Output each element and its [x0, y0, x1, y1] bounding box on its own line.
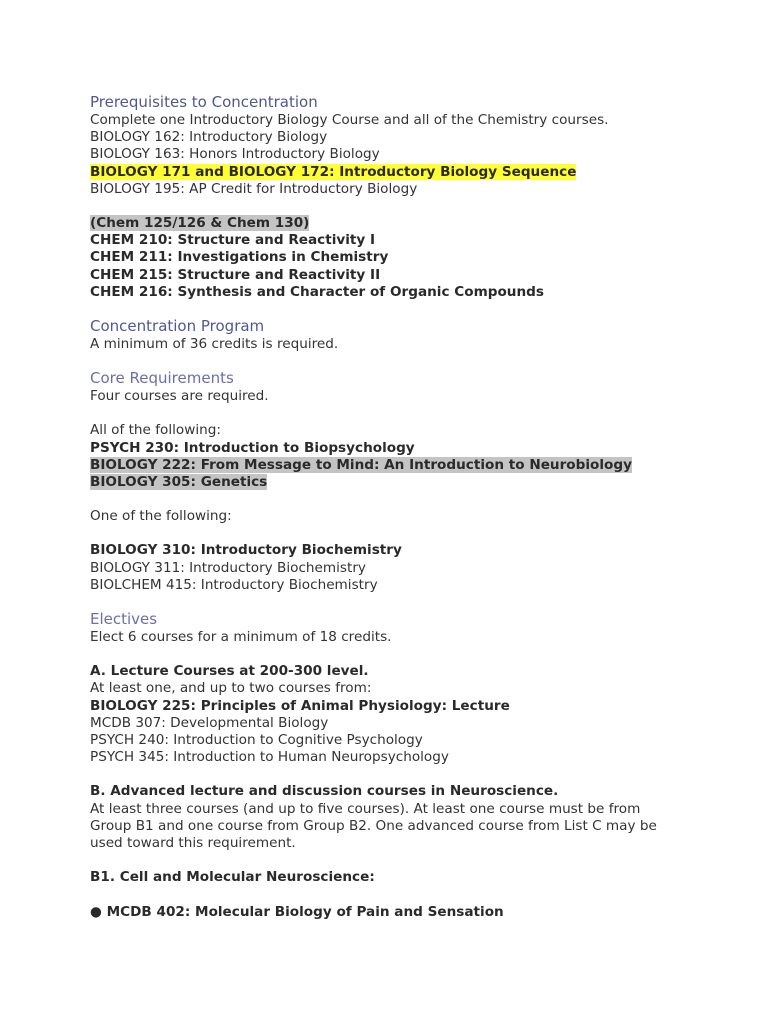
program-heading: Concentration Program — [90, 317, 265, 336]
electives-heading: Electives — [90, 610, 158, 629]
chem-course-215: CHEM 215: Structure and Reactivity II — [90, 266, 381, 283]
core-text: Four courses are required. — [90, 388, 269, 405]
core-course-bio-305-text: BIOLOGY 305: Genetics — [90, 474, 268, 491]
electives-a-text: At least one, and up to two courses from: — [90, 680, 372, 697]
electives-b-text: At least three courses (and up to five courses). At least one course must be from Group B1 and one course from Group B2. One advanced course from List C may be used toward this requirement. — [90, 800, 657, 852]
chem-course-216: CHEM 216: Synthesis and Character of Organic Compounds — [90, 283, 544, 300]
program-text: A minimum of 36 credits is required. — [90, 336, 339, 353]
bullet-icon: ● — [90, 903, 102, 920]
electives-a-heading: A. Lecture Courses at 200-300 level. — [90, 663, 369, 680]
core-course-bio-222 — [90, 457, 750, 474]
b1-list-item — [90, 904, 750, 921]
core-heading: Core Requirements — [90, 369, 234, 388]
elective-course-psych-345: PSYCH 345: Introduction to Human Neuropsychology — [90, 749, 449, 766]
core-all-label: All of the following: — [90, 422, 221, 439]
core-course-bio-311: BIOLOGY 311: Introductory Biochemistry — [90, 559, 366, 576]
highlighted-course: BIOLOGY 171 and BIOLOGY 172: Introductory Biology Sequence — [90, 163, 577, 180]
electives-text: Elect 6 courses for a minimum of 18 credits. — [90, 629, 392, 646]
prereq-heading: Prerequisites to Concentration — [90, 93, 318, 111]
core-course-bio-305 — [90, 474, 750, 491]
elective-course-bio-225: BIOLOGY 225: Principles of Animal Physiology: Lecture — [90, 697, 510, 714]
core-course-bio-310: BIOLOGY 310: Introductory Biochemistry — [90, 542, 402, 559]
chem-course-210: CHEM 210: Structure and Reactivity I — [90, 232, 376, 249]
prereq-intro: Complete one Introductory Biology Course and all of the Chemistry courses. — [90, 112, 609, 128]
chem-header-highlight: (Chem 125/126 & Chem 130) — [90, 215, 310, 232]
bio-course-171-172 — [90, 164, 750, 181]
elective-course-mcdb-307: MCDB 307: Developmental Biology — [90, 714, 329, 731]
b1-course-mcdb-402: MCDB 402: Molecular Biology of Pain and Sensation — [106, 903, 504, 920]
chem-header — [90, 215, 750, 232]
bio-course-163: BIOLOGY 163: Honors Introductory Biology — [90, 146, 380, 163]
bio-course-162: BIOLOGY 162: Introductory Biology — [90, 129, 328, 146]
bio-course-195: BIOLOGY 195: AP Credit for Introductory Biology — [90, 180, 418, 197]
core-one-label: One of the following: — [90, 508, 232, 525]
chem-course-211: CHEM 211: Investigations in Chemistry — [90, 249, 389, 266]
core-course-psych-230: PSYCH 230: Introduction to Biopsychology — [90, 439, 415, 456]
document-page — [90, 93, 750, 921]
electives-b-heading: B. Advanced lecture and discussion courses in Neuroscience. — [90, 783, 559, 800]
core-course-biolchem-415: BIOLCHEM 415: Introductory Biochemistry — [90, 576, 378, 593]
elective-course-psych-240: PSYCH 240: Introduction to Cognitive Psychology — [90, 732, 423, 749]
core-course-bio-222-text: BIOLOGY 222: From Message to Mind: An Introduction to Neurobiology — [90, 456, 632, 473]
electives-b1-heading: B1. Cell and Molecular Neuroscience: — [90, 869, 375, 886]
